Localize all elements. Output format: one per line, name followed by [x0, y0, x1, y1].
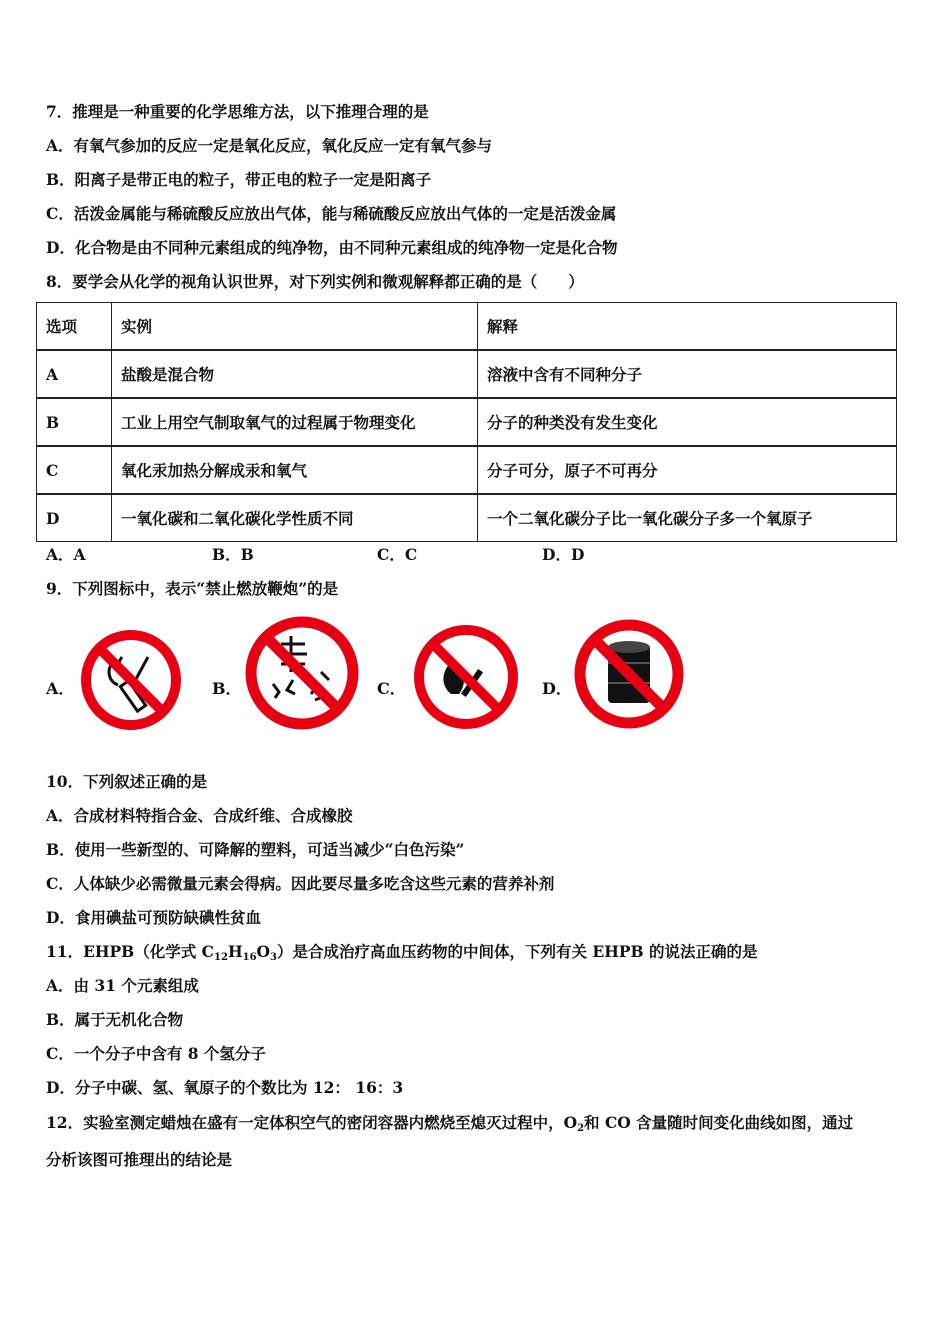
q7-option-c: C．活泼金属能与稀硫酸反应放出气体，能与稀硫酸反应放出气体的一定是活泼金属 [46, 204, 617, 223]
table-header: 解释 [478, 303, 897, 351]
table-cell: 溶液中含有不同种分子 [478, 350, 897, 398]
q8-table [36, 302, 897, 542]
table-row [37, 494, 897, 542]
no-smoking-sign-icon [78, 627, 184, 733]
q11-option-a: A．由 31 个元素组成 [46, 976, 199, 995]
q7-stem: 7．推理是一种重要的化学思维方法，以下推理合理的是 [46, 102, 429, 121]
table-cell: 一个二氧化碳分子比一氧化碳分子多一个氧原子 [478, 494, 897, 542]
table-header: 实例 [112, 303, 478, 351]
q10-stem: 10．下列叙述正确的是 [46, 772, 208, 791]
table-cell: C [37, 446, 112, 494]
q11-option-b: B．属于无机化合物 [46, 1010, 184, 1029]
table-header: 选项 [37, 303, 112, 351]
q10-option-b: B．使用一些新型的、可降解的塑料，可适当减少“白色污染” [46, 840, 465, 859]
q11-stem: 11．EHPB（化学式 $C_{12}H_{16}O_3$）是合成治疗高血压药物的中间体，下列有关 EHPB 的说法正确的是 [46, 942, 758, 963]
q7-option-d: D．化合物是由不同种元素组成的纯净物，由不同种元素组成的纯净物一定是化合物 [46, 238, 618, 257]
table-cell: 盐酸是混合物 [112, 350, 478, 398]
q8-choices [0, 545, 950, 565]
q8-choice-c: C．C [377, 545, 418, 564]
table-cell: 氧化汞加热分解成汞和氧气 [112, 446, 478, 494]
table-row [37, 446, 897, 494]
q9-label-a: A． [46, 679, 75, 698]
q10-option-a: A．合成材料特指合金、合成纤维、合成橡胶 [46, 806, 353, 825]
table-row [37, 398, 897, 446]
table-cell: 一氧化碳和二氧化碳化学性质不同 [112, 494, 478, 542]
no-oil-drum-sign-icon [572, 617, 686, 731]
q9-stem: 9．下列图标中，表示“禁止燃放鞭炮”的是 [46, 579, 339, 598]
q9-label-b: B． [212, 679, 242, 698]
q11-option-d: D．分子中碳、氢、氧原子的个数比为 12： 16：3 [46, 1078, 404, 1097]
q8-choice-b: B．B [212, 545, 254, 564]
q11-option-c: C．一个分子中含有 8 个氢分子 [46, 1044, 266, 1063]
table-cell: A [37, 350, 112, 398]
q7-option-b: B．阳离子是带正电的粒子，带正电的粒子一定是阳离子 [46, 170, 432, 189]
table-cell: 分子的种类没有发生变化 [478, 398, 897, 446]
table-cell: D [37, 494, 112, 542]
table-row [37, 350, 897, 398]
q7-option-a: A．有氧气参加的反应一定是氧化反应，氧化反应一定有氧气参与 [46, 136, 493, 155]
q9-label-c: C． [377, 679, 406, 698]
q10-option-c: C．人体缺少必需微量元素会得病。因此要尽量多吃含这些元素的营养补剂 [46, 874, 555, 893]
table-cell: 分子可分，原子不可再分 [478, 446, 897, 494]
q12-stem-line1: 12．实验室测定蜡烛在盛有一定体积空气的密闭容器内燃烧至熄灭过程中，$O_2$和 CO 含量随时间变化曲线如图，通过 [46, 1113, 854, 1134]
q12-stem-line2: 分析该图可推理出的结论是 [46, 1150, 233, 1169]
no-fireworks-sign-icon [243, 614, 361, 732]
q10-option-d: D．食用碘盐可预防缺碘性贫血 [46, 908, 261, 927]
table-cell: 工业上用空气制取氧气的过程属于物理变化 [112, 398, 478, 446]
q8-choice-a: A．A [46, 545, 86, 564]
table-cell: B [37, 398, 112, 446]
table-header-row [37, 303, 897, 351]
q8-choice-d: D．D [542, 545, 585, 564]
q9-label-d: D． [542, 679, 572, 698]
no-open-flame-sign-icon [411, 622, 521, 732]
q8-stem: 8．要学会从化学的视角认识世界，对下列实例和微观解释都正确的是（ ） [46, 272, 584, 291]
